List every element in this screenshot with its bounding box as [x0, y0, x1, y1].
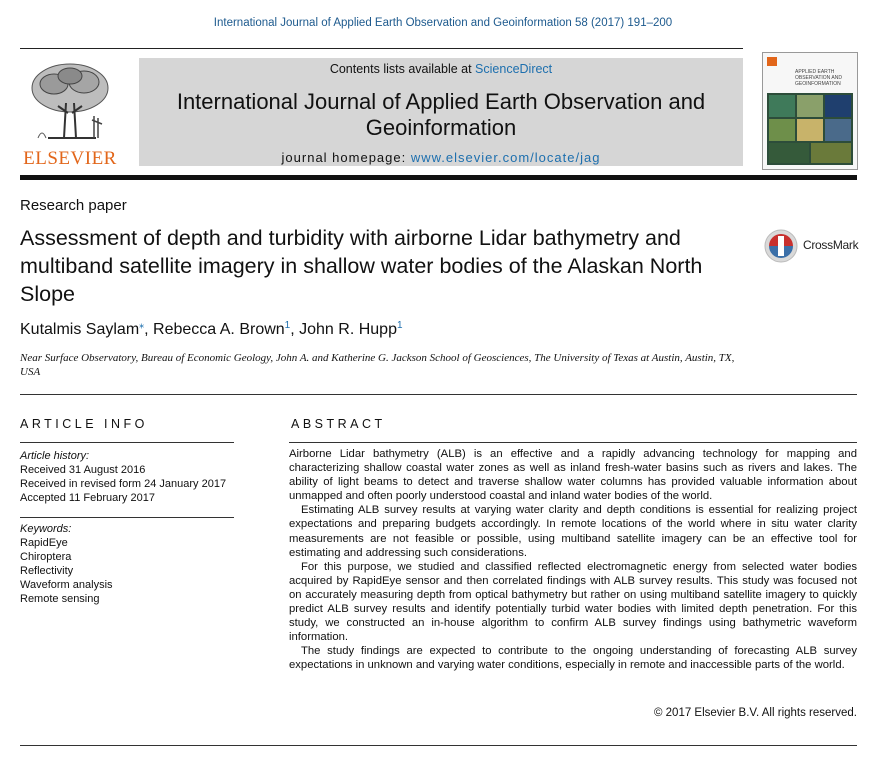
homepage-prefix: journal homepage:: [281, 150, 411, 165]
section-rule: [20, 394, 857, 395]
contents-line: [139, 62, 743, 76]
journal-citation[interactable]: International Journal of Applied Earth Observation and Geoinformation 58 (2017) 191–200: [213, 17, 673, 29]
history-item: Received in revised form 24 January 2017: [20, 478, 227, 490]
keyword: RapidEye: [20, 537, 68, 549]
keyword: Reflectivity: [20, 565, 74, 577]
author-list: Kutalmis Saylam⁎, Rebecca A. Brown$^1$, John R. Hupp$^1$: [20, 320, 403, 338]
article-info-rule: [20, 442, 234, 443]
author-mark[interactable]: 1: [396, 320, 403, 331]
keywords-list: [20, 522, 250, 606]
journal-title: International Journal of Applied Earth Observation and Geoinformation: [176, 89, 706, 140]
article-info-heading: ARTICLE INFO: [20, 417, 148, 431]
abstract-paragraph: For this purpose, we studied and classified reflected electromagnetic energy from selected water bodies acquired by RapidEye sensor and then correlated findings with ALB survey results. This study was focused not on accurately measuring depth from optical bathymetry but rather on using multiband satellite imagery to quickly predict ALB survey results and identify potentially turbid water bodies with limited depth penetration. For this study, we constructed an in-house algorithm to confirm ALB survey findings using bathymetric waveform information.: [289, 560, 857, 644]
homepage-link[interactable]: www.elsevier.com/locate/jag: [410, 150, 601, 165]
bottom-rule: [20, 745, 857, 746]
author-name[interactable]: Rebecca A. Brown: [153, 321, 285, 338]
crossmark-icon: [763, 228, 801, 264]
article-type: Research paper: [20, 197, 127, 214]
abstract-heading: ABSTRACT: [291, 417, 386, 431]
author-mark[interactable]: 1: [284, 320, 291, 331]
history-item: Received 31 August 2016: [20, 464, 146, 476]
keywords-label: Keywords:: [20, 523, 72, 535]
crossmark-label[interactable]: CrossMark: [803, 238, 859, 252]
keyword: Waveform analysis: [20, 579, 113, 591]
abstract-paragraph: The study findings are expected to contribute to the ongoing understanding of forecasting ALB survey expectations in unknown and varying water conditions, especially in remote and inaccessible parts of the world.: [289, 645, 857, 672]
header-rule: [20, 48, 743, 49]
cover-title: APPLIED EARTH OBSERVATION AND GEOINFORMATION: [795, 69, 842, 87]
article-title: Assessment of depth and turbidity with airborne Lidar bathymetry and multiband satellite imagery in shallow water bodies of the Alaskan North Slope: [20, 226, 703, 306]
keyword: Remote sensing: [20, 593, 100, 605]
journal-homepage: [139, 150, 743, 165]
history-item: Accepted 11 February 2017: [20, 492, 155, 504]
abstract-rule: [289, 442, 857, 443]
keyword: Chiroptera: [20, 551, 72, 563]
author-name[interactable]: John R. Hupp: [299, 321, 397, 338]
contents-prefix: Contents lists available at: [329, 62, 476, 76]
author-name[interactable]: Kutalmis Saylam: [20, 321, 140, 338]
abstract-body: [289, 447, 857, 673]
author-affiliation: Near Surface Observatory, Bureau of Economic Geology, John A. and Katherine G. Jackson School of Geosciences, The University of Texas at Austin, Austin, TX, USA: [20, 352, 735, 378]
sciencedirect-link[interactable]: ScienceDirect: [475, 62, 553, 76]
copyright-notice: © 2017 Elsevier B.V. All rights reserved.: [653, 707, 857, 719]
banner-rule: [20, 175, 857, 180]
journal-cover-image[interactable]: [762, 52, 858, 170]
article-history: [20, 449, 250, 505]
abstract-paragraph: Estimating ALB survey results at varying water clarity and depth conditions is essential for realizing project expectations and preparing budgets accordingly. In remote locations of the world where in situ water clarity measurements are not feasible or possible, using multiband satellite imagery can be an effective tool for estimating and addressing such considerations.: [289, 504, 857, 559]
history-label: Article history:: [20, 450, 90, 462]
abstract-paragraph: Airborne Lidar bathymetry (ALB) is an effective and a rapidly advancing technology for mapping and characterizing shallow coastal water zones as well as inland fresh-water basins such as rivers and lakes. The ability of light beams to detect and traverse shallow water columns has provided valuable information about unmapped and often poorly understood coastal and inland water bodies of the world.: [289, 448, 857, 503]
keywords-rule: [20, 517, 234, 518]
author-mark[interactable]: ⁎: [139, 320, 145, 331]
elsevier-wordmark: ELSEVIER: [23, 148, 117, 169]
